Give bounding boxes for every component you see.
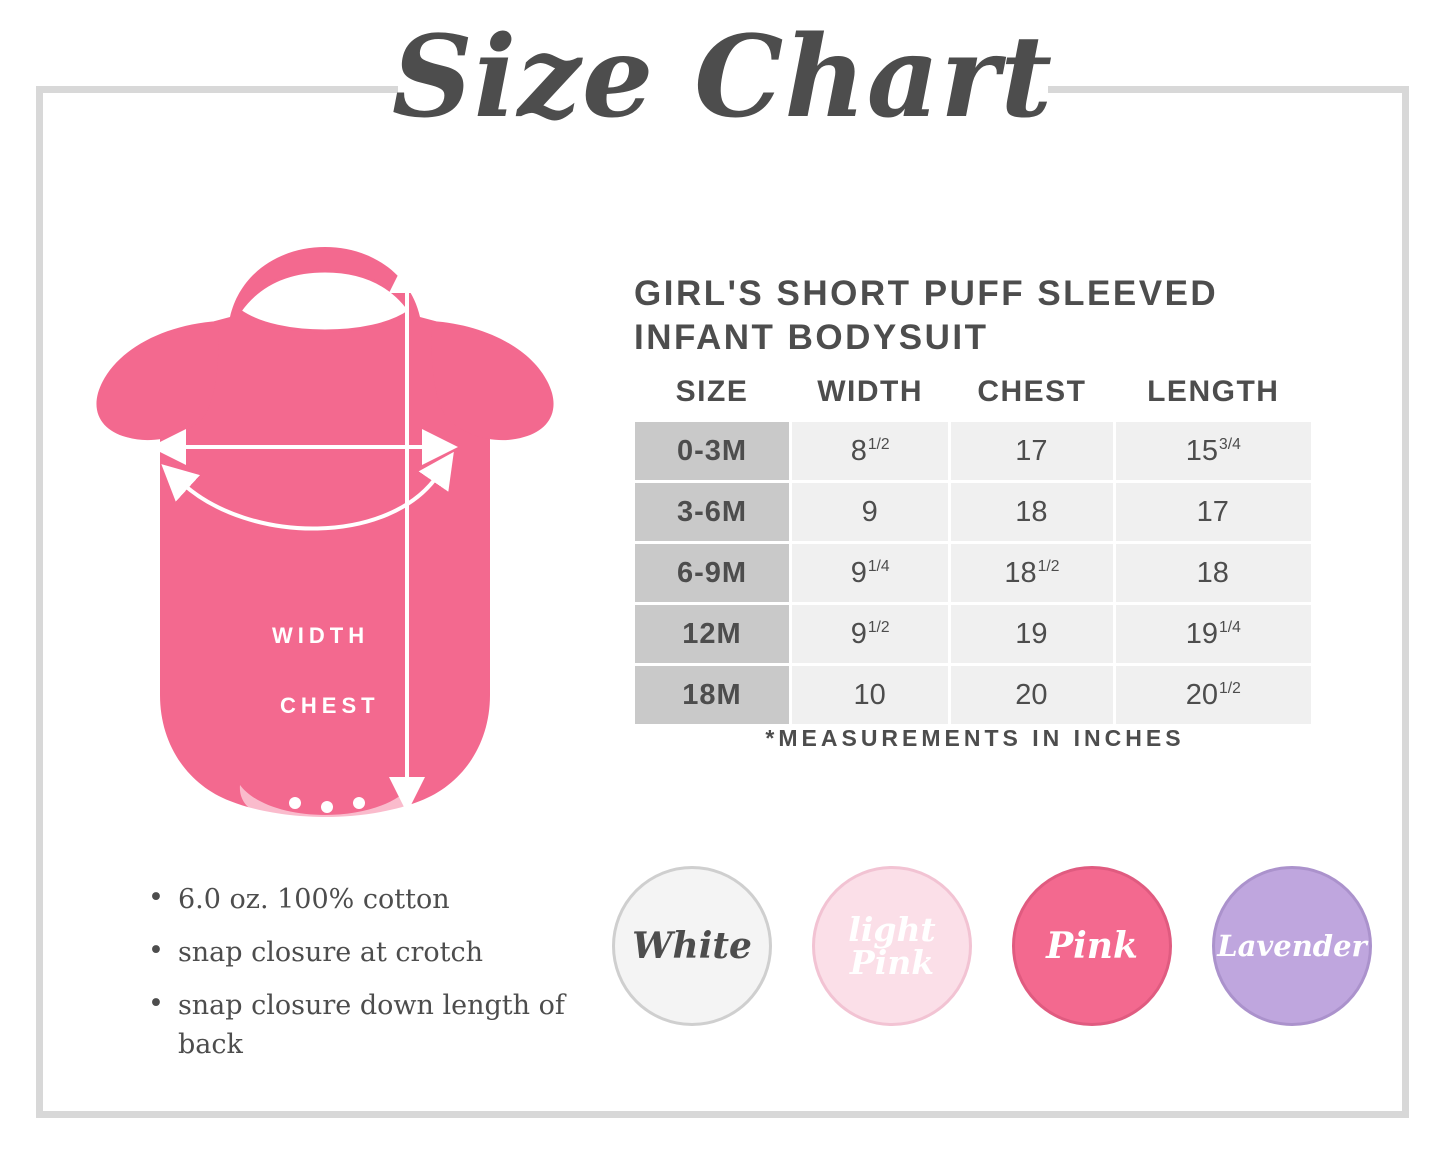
table-row bbox=[635, 666, 1311, 724]
cell-size: 12M bbox=[635, 605, 789, 663]
snap-icon bbox=[321, 801, 333, 813]
chest-label: CHEST bbox=[280, 693, 380, 718]
cell-size: 18M bbox=[635, 666, 789, 724]
width-label: WIDTH bbox=[272, 623, 370, 648]
measurement-note: *MEASUREMENTS IN INCHES bbox=[765, 725, 1185, 751]
product-name-line2: INFANT BODYSUIT bbox=[634, 317, 989, 357]
cell-chest: 19 bbox=[951, 605, 1112, 663]
cell-width: $9^{1/2}$ bbox=[792, 605, 948, 663]
table-row bbox=[635, 483, 1311, 541]
snap-icon bbox=[197, 280, 207, 290]
cell-chest: 20 bbox=[951, 666, 1112, 724]
table-row bbox=[635, 605, 1311, 663]
cell-length: $20^{1/2}$ bbox=[1116, 666, 1311, 724]
cell-chest: 18 bbox=[951, 483, 1112, 541]
list-item bbox=[148, 986, 578, 1064]
cell-chest: $18^{1/2}$ bbox=[951, 544, 1112, 602]
swatch-label: Pink bbox=[1046, 925, 1138, 967]
swatch-white[interactable] bbox=[612, 866, 772, 1026]
snap-icon bbox=[289, 797, 301, 809]
cell-length: 17 bbox=[1116, 483, 1311, 541]
length-label: LENGTH bbox=[463, 770, 488, 897]
bodysuit-illustration bbox=[90, 225, 560, 897]
product-name bbox=[634, 272, 1334, 360]
cell-width: $9^{1/4}$ bbox=[792, 544, 948, 602]
table-row bbox=[635, 544, 1311, 602]
cell-width: 10 bbox=[792, 666, 948, 724]
list-item-label: snap closure at crotch bbox=[177, 937, 484, 969]
product-name-line1: GIRL'S SHORT PUFF SLEEVED bbox=[634, 274, 1219, 313]
bullet-icon: • bbox=[148, 882, 164, 913]
bodysuit-svg bbox=[90, 225, 560, 845]
table-row bbox=[635, 422, 1311, 480]
color-swatch-group bbox=[612, 866, 1372, 1056]
list-item bbox=[148, 933, 578, 972]
snap-icon bbox=[212, 275, 220, 283]
cell-chest: 17 bbox=[951, 422, 1112, 480]
swatch-label: White bbox=[632, 925, 752, 967]
bullet-icon: • bbox=[148, 935, 164, 967]
list-item bbox=[148, 880, 578, 919]
swatch-label: Lavender bbox=[1217, 928, 1367, 963]
page-title: Size Chart bbox=[391, 12, 1054, 143]
column-header-size: SIZE bbox=[675, 375, 749, 408]
column-header-chest: CHEST bbox=[977, 375, 1087, 408]
swatch-lavender[interactable] bbox=[1212, 866, 1372, 1026]
cell-length: $19^{1/4}$ bbox=[1116, 605, 1311, 663]
list-item-label: snap closure down length of back bbox=[177, 990, 565, 1061]
feature-list bbox=[148, 880, 578, 1079]
cell-size: 6-9M bbox=[635, 544, 789, 602]
cell-size: 3-6M bbox=[635, 483, 789, 541]
table-header-row bbox=[635, 375, 1311, 419]
bullet-icon: • bbox=[148, 988, 164, 1020]
snap-icon bbox=[353, 797, 365, 809]
column-header-length: LENGTH bbox=[1147, 375, 1280, 408]
cell-width: $8^{1/2}$ bbox=[792, 422, 948, 480]
cell-length: 18 bbox=[1116, 544, 1311, 602]
cell-length: $15^{3/4}$ bbox=[1116, 422, 1311, 480]
swatch-pink[interactable] bbox=[1012, 866, 1172, 1026]
list-item-label: 6.0 oz. 100% cotton bbox=[177, 884, 450, 915]
swatch-label: light Pink bbox=[848, 910, 936, 982]
cell-width: 9 bbox=[792, 483, 948, 541]
size-table bbox=[632, 372, 1314, 727]
column-header-width: WIDTH bbox=[817, 375, 924, 408]
swatch-light-pink[interactable] bbox=[812, 866, 972, 1026]
cell-size: 0-3M bbox=[635, 422, 789, 480]
